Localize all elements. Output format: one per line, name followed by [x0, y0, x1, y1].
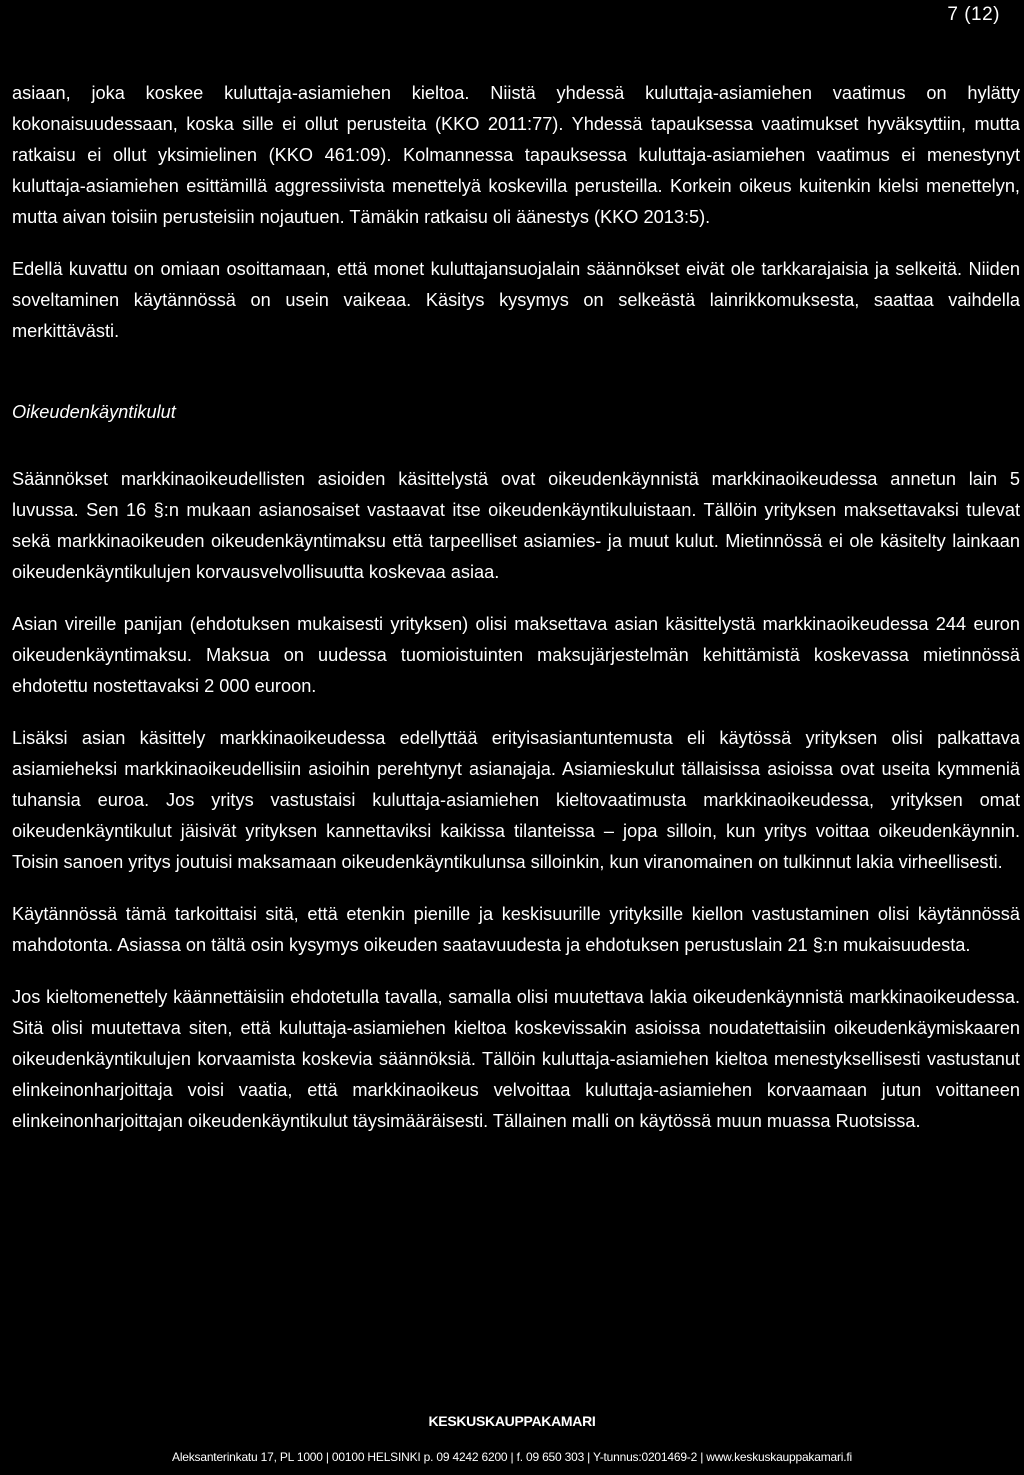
document-body: [12, 78, 1020, 1137]
paragraph-counsel-costs: Lisäksi asian käsittely markkinaoikeudessa edellyttää erityisasiantuntemusta eli käytössä yrityksen olisi palkattava asiamieheksi markkinaoikeudellisiin asioihin perehtynyt asianajaja. Asiamieskulut tällaisissa asioissa ovat useita kymmeniä tuhansia euroa. Jos yritys vastustaisi kuluttaja-asiamiehen kieltovaatimusta markkinaoikeudessa, yrityksen omat oikeudenkäyntikulut jäisivät yrityksen kannettaviksi kaikissa tilanteissa – jopa silloin, kun yritys voittaa oikeudenkäynnin. Toisin sanoen yritys joutuisi maksamaan oikeudenkäyntikulunsa silloinkin, kun viranomainen on tulkinnut lakia virheellisesti.: [12, 728, 1020, 872]
paragraph-cost-reform-proposal: Jos kieltomenettely käännettäisiin ehdotetulla tavalla, samalla olisi muutettava lakia oikeudenkäynnistä markkinaoikeudessa. Sitä olisi muutettava siten, että kuluttaja-asiamiehen kieltoa koskevissakin asioissa noudatettaisiin oikeudenkäymiskaaren oikeudenkäyntikulujen korvaamista koskevia säännöksiä. Tällöin kuluttaja-asiamiehen kieltoa menestyksellisesti vastustanut elinkeinonharjoittaja voisi vaatia, että markkinaoikeus velvoittaa kuluttaja-asiamiehen korvaamaan jutun voittaneen elinkeinonharjoittajan oikeudenkäyntikulut täysimääräisesti. Tällainen malli on käytössä muun muassa Ruotsissa.: [12, 987, 1020, 1131]
paragraph-procedure-rules: Säännökset markkinaoikeudellisten asioiden käsittelystä ovat oikeudenkäynnistä markkinaoikeudessa annetun lain 5 luvussa. Sen 16 §:n mukaan asianosaiset vastaavat itse oikeudenkäyntikuluistaan. Tällöin yrityksen maksettavaksi tulevat sekä markkinaoikeuden oikeudenkäyntimaksu että tarpeelliset asiamies- ja muut kulut. Mietinnössä ei ole käsitelty lainkaan oikeudenkäyntikulujen korvausvelvollisuutta koskevaa asiaa.: [12, 469, 1020, 582]
paragraph-court-fee: Asian vireille panijan (ehdotuksen mukaisesti yrityksen) olisi maksettava asian käsittelystä markkinaoikeudessa 244 euron oikeudenkäyntimaksu. Maksua on uudessa tuomioistuinten maksujärjestelmän kehittämistä koskevassa mietinnössä ehdotettu nostettavaksi 2 000 euroon.: [12, 614, 1020, 696]
footer-address: Aleksanterinkatu 17, PL 1000 | 00100 HELSINKI p. 09 4242 6200 | f. 09 650 303 | Y-tunnus:0201469-2 | www.keskuskauppakamari.fi: [172, 1450, 852, 1464]
footer-organization: KESKUSKAUPPAKAMARI: [428, 1413, 596, 1429]
section-heading: Oikeudenkäyntikulut: [12, 402, 176, 422]
paragraph-access-to-justice: Käytännössä tämä tarkoittaisi sitä, että etenkin pienille ja keskisuurille yrityksille kiellon vastustaminen olisi käytännössä mahdotonta. Asiassa on tältä osin kysymys oikeuden saatavuudesta ja ehdotuksen perustuslain 21 §:n mukaisuudesta.: [12, 904, 1020, 955]
paragraph-regulation-clarity: Edellä kuvattu on omiaan osoittamaan, että monet kuluttajansuojalain säännökset eivät ole tarkkarajaisia ja selkeitä. Niiden soveltaminen käytännössä on usein vaikeaa. Käsitys kysymys on selkeästä lainrikkomuksesta, saattaa vaihdella merkittävästi.: [12, 259, 1020, 341]
paragraph-consumer-ombudsman-cases: asiaan, joka koskee kuluttaja-asiamiehen kieltoa. Niistä yhdessä kuluttaja-asiamiehen vaatimus on hylätty kokonaisuudessaan, koska sille ei ollut perusteita (KKO 2011:77). Yhdessä tapauksessa vaatimukset hyväksyttiin, mutta ratkaisu ei ollut yksimielinen (KKO 461:09). Kolmannessa tapauksessa kuluttaja-asiamiehen vaatimus ei menestynyt kuluttaja-asiamiehen esittämillä aggressiivista menettelyä koskevilla perusteilla. Korkein oikeus kuitenkin kielsi menettelyn, mutta aivan toisiin perusteisiin nojautuen. Tämäkin ratkaisu oli äänestys (KKO 2013:5).: [12, 83, 1020, 227]
page-number: 7 (12): [947, 4, 1000, 25]
